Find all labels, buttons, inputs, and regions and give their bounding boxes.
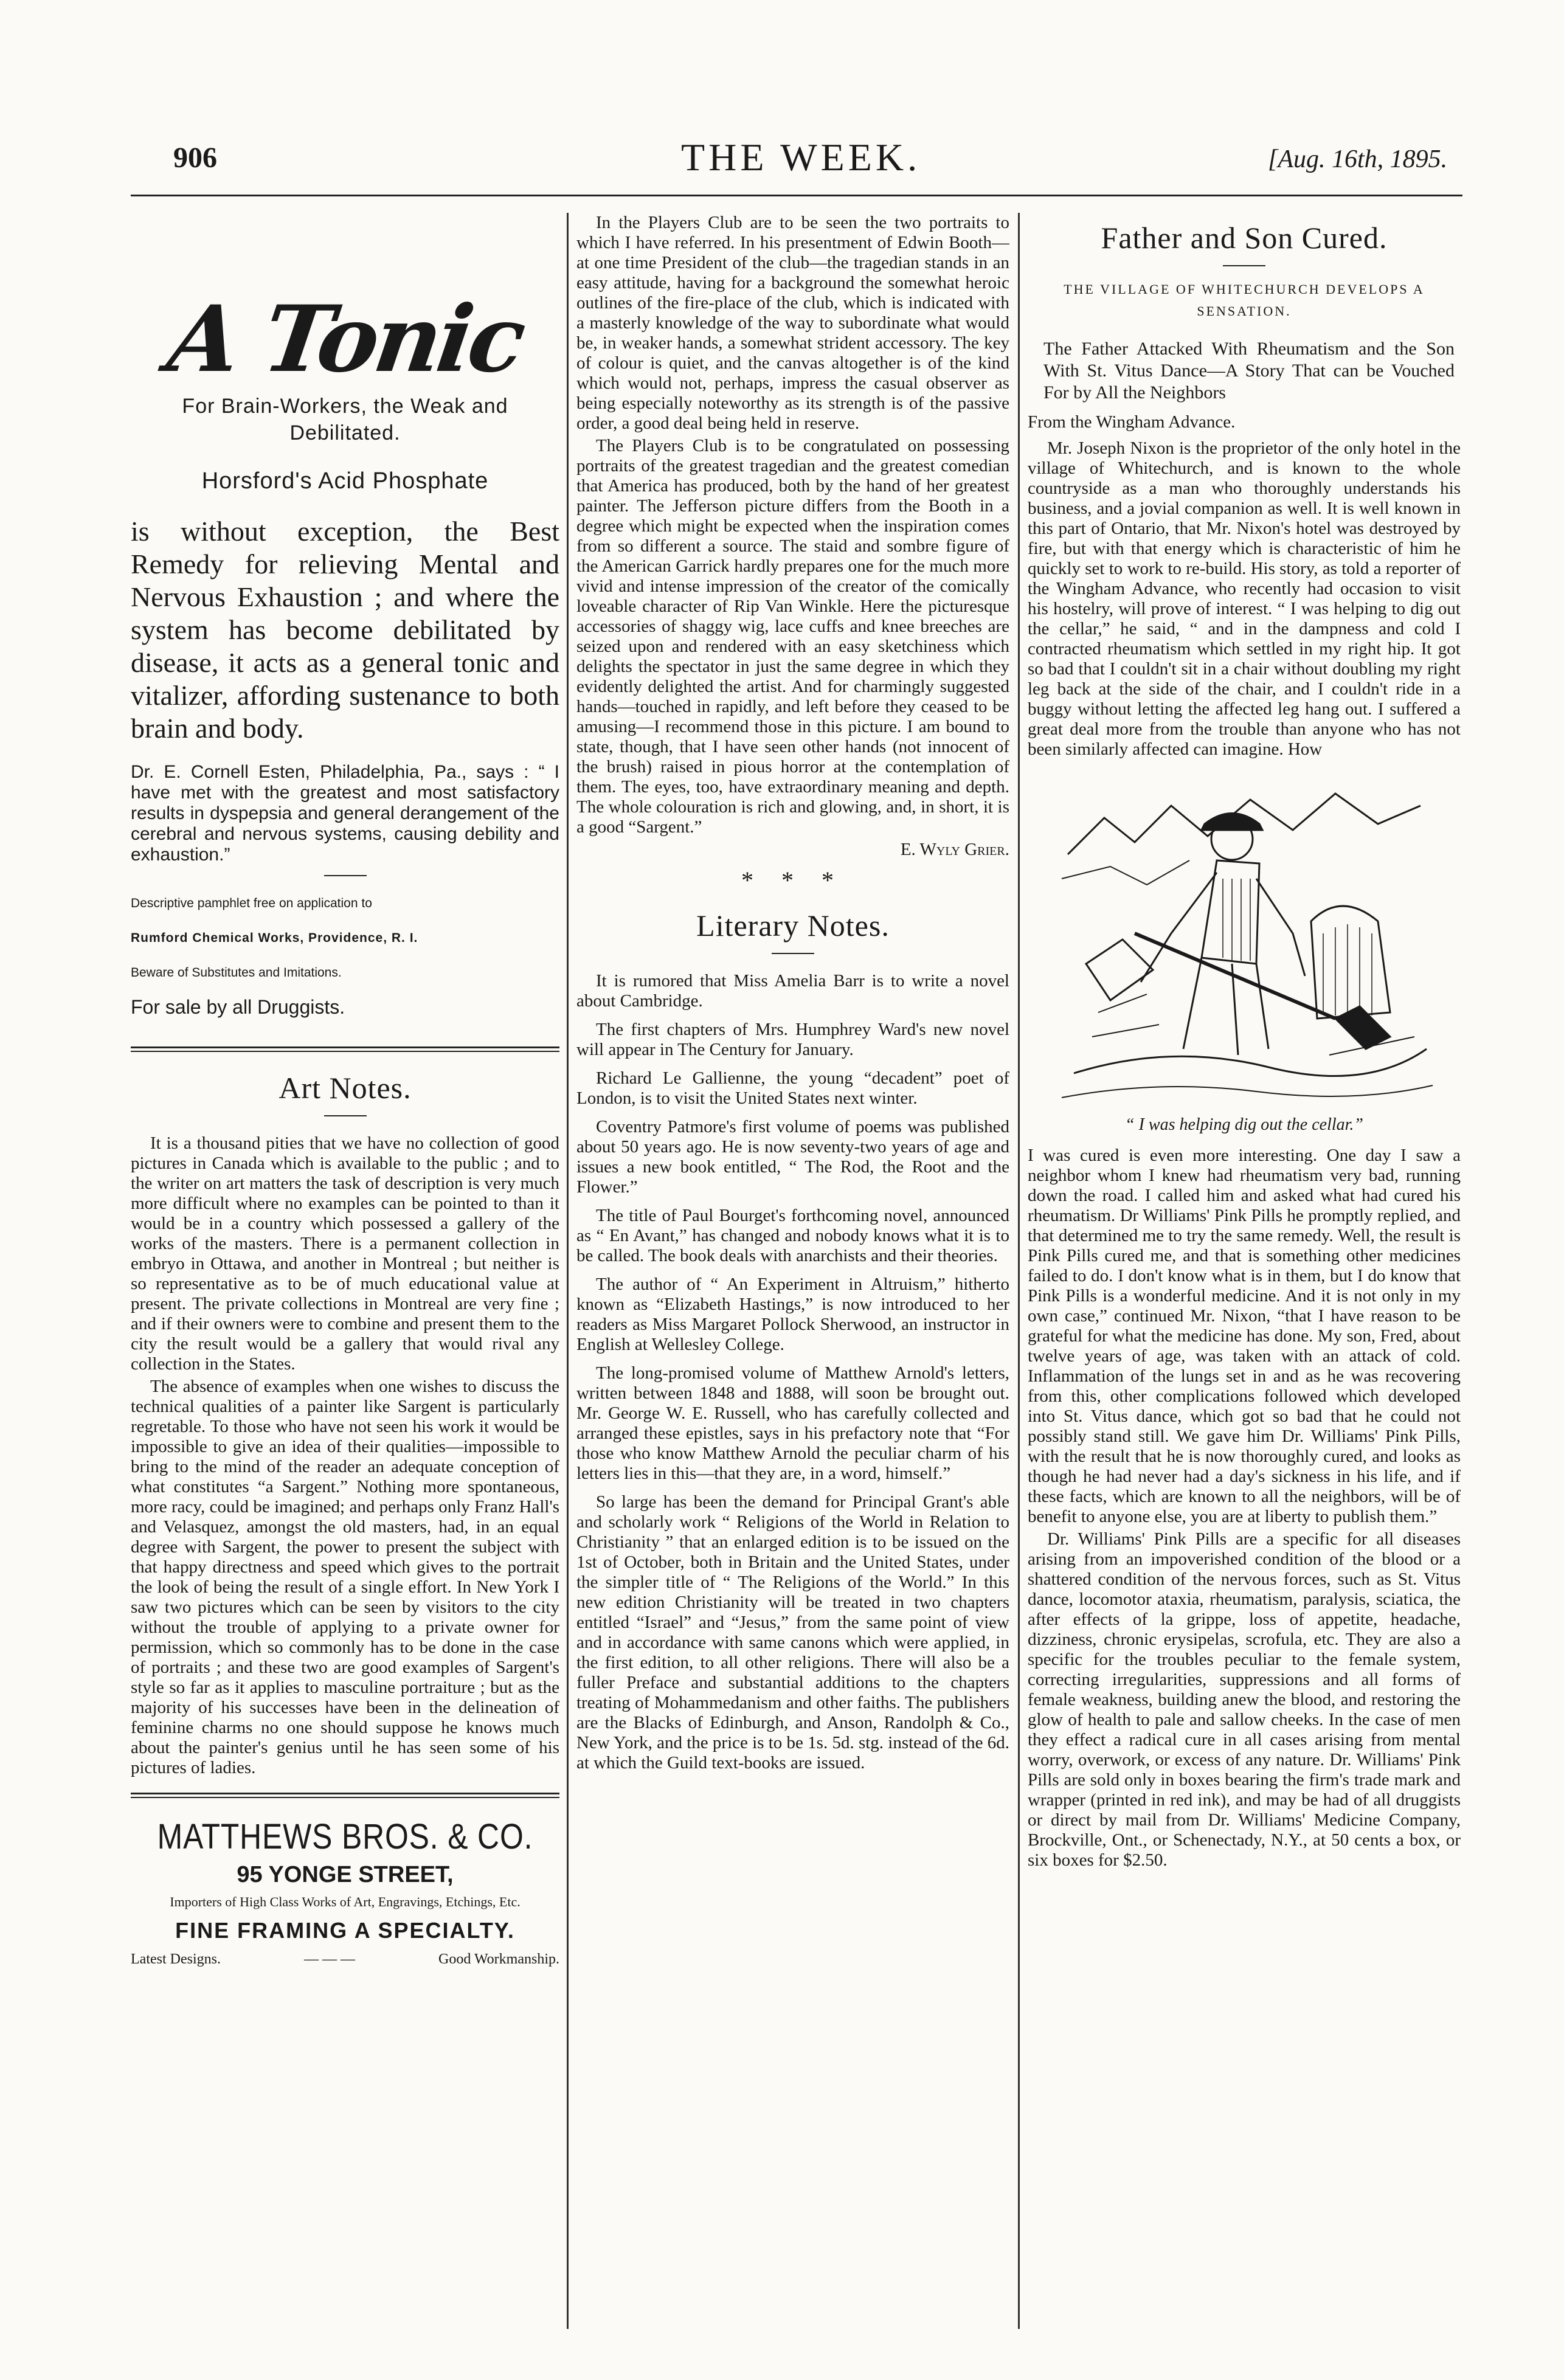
article-signature: E. Wyly Grier.: [900, 840, 1009, 859]
art-notes-paragraph-1: It is a thousand pities that we have no collection of good pictures in Canada which is available to the public ; and to the writer on art matters the task of description is very much more difficult where no examples can be pointed to than it would be in a country which possessed a gallery of the works of the masters. There is a permanent collection in embryo in Ottawa, and another in Montreal ; but neither is so representative as to be of much educational value at present. The private collections in Montreal are very fine ; and if their owners were to combine and present them to the city the result would be a gallery that would rival any collection in the States.: [131, 1133, 559, 1374]
literary-note-7: The long-promised volume of Matthew Arnold's letters, written between 1848 and 1888, will soon be brought out. Mr. George W. E. Russell, who has carefully collected and arranged these epistles, says in his prefactory note that “For those who know Matthew Arnold the peculiar charm of his letters lies in this—that they are, in a word, himself.”: [576, 1363, 1009, 1483]
tonic-ad-body: is without exception, the Best Remedy for relieving Mental and Nervous Exhaustion ; and where the system has become debilitated by disease, it acts as a general tonic and vitalizer, affording sustenance to both brain and body.: [131, 516, 559, 744]
column-divider-2: [1018, 213, 1020, 2329]
tonic-ad-company: Rumford Chemical Works, Providence, R. I.: [131, 931, 418, 945]
page-number: 906: [173, 142, 217, 174]
illustration-caption: “ I was helping dig out the cellar.”: [1125, 1115, 1363, 1134]
father-son-paragraph-1: Mr. Joseph Nixon is the proprietor of the only hotel in the village of Whitechurch, and is known to the whole countryside as a man who thoroughly understands his business, and a jovial companion as well. It is well known in this part of Ontario, that Mr. Nixon's hotel was destroyed by fire, but with that energy which is characteristic of him he quickly set to work to re-build. His story, as told a reporter of the Wingham Advance, who recently had occasion to visit his hostelry, will prove of interest. “ I was helping to dig out the cellar,” he said, “ and in the dampness and cold I contracted rheumatism which settled in my right hip. It got so bad that I couldn't sit in a chair without doubling my right leg back at the side of the chair, and I couldn't ride in a buggy without letting the affected leg hang out. I suffered a great deal more from the trouble than anyone who has not been similarly affected can imagine. How: [1028, 438, 1461, 759]
father-son-title: Father and Son Cured.: [1101, 221, 1388, 255]
matthews-ad-workmanship: Good Workmanship.: [438, 1951, 559, 1967]
art-notes-paragraph-2: The absence of examples when one wishes to discuss the technical qualities of a painter like Sargent is particularly regretable. To those who have not seen his work it would be impossible to give an idea of their qualities—impossible to bring to the mind of the reader an adequate conception of what constitutes “a Sargent.” Nothing more spontaneous, more racy, could be imagined; and perhaps only Franz Hall's and Velasquez, amongst the old masters, had, in an equal degree with Sargent, the power to present the subject with that happy directness and speed which gives to the portrait the look of being the result of a single effort. In New York I saw two pictures which can be seen by visitors to the city without the trouble of applying to a private owner for permission, which so commonly has to be done in the case of portraits ; and these two are good examples of Sargent's style so far as it applies to masculine portraiture ; but as the majority of his successes have been in the delineation of feminine charms no one should suppose he knows much about the painter's genius until he has seen some of his pictures of ladies.: [131, 1377, 559, 1777]
literary-note-6: The author of “ An Experiment in Altruism,” hitherto known as “Elizabeth Hastings,” is now introduced to her readers as Miss Margaret Pollock Sherwood, an instructor in English at Wellesley College.: [576, 1275, 1009, 1354]
digging-man-illustration: [1050, 781, 1439, 1110]
tonic-ad-divider: [324, 875, 367, 876]
father-son-divider: [1223, 265, 1265, 266]
father-son-paragraph-2: I was cured is even more interesting. One day I saw a neighbor whom I knew had rheumatism very bad, running down the road. I called him and asked what had cured his rheumatism. Dr Williams' Pink Pills he promptly replied, and that determined me to try the same remedy. Well, the result is Pink Pills cured me, and that is something other medicines failed to do. I don't know what is in them, but I do know that Pink Pills is a wonderful medicine. And it is not only in my own case,” continued Mr. Nixon, “that I have reason to be grateful for what the medicine has done. My son, Fred, about twelve years of age, was taken with an attack of cold. Inflammation of the lungs set in and as he was recovering from this, other complications followed which developed into St. Vitus dance, which got so bad that he could not possibly stand still. We gave him Dr. Williams' Pink Pills, with the result that he is now thoroughly cured, and looks as though he had never had a day's sickness in his life, and if these facts, which are known to all the neighbors, will be of benefit to anyone else, you are at liberty to publish them.”: [1028, 1146, 1461, 1526]
column-2: [576, 213, 1009, 2356]
tonic-ad-sale: For sale by all Druggists.: [131, 996, 345, 1018]
matthews-ad-name: MATTHEWS BROS. & CO.: [157, 1817, 533, 1856]
issue-date: [Aug. 16th, 1895.: [1268, 145, 1448, 173]
literary-note-2: The first chapters of Mrs. Humphrey Ward's new novel will appear in The Century for January.: [576, 1020, 1009, 1059]
matthews-ad-latest: Latest Designs.: [131, 1951, 221, 1967]
father-son-source: From the Wingham Advance.: [1028, 412, 1236, 432]
section-rule-2: [131, 1793, 559, 1798]
players-club-paragraph-1: In the Players Club are to be seen the two portraits to which I have referred. In his presentment of Edwin Booth—at one time President of the club—the tragedian stands in an easy attitude, having for a background the somewhat heroic outlines of the fire-place of the club, which is indicated with a masterly knowledge of the way to subordinate what would be, in weaker hands, a somewhat strident accessory. The key of colour is quiet, and the canvas altogether is of the kind which would not, perhaps, impress the casual observer as being especially noteworthy as its strength is of the passive order, a good deal being held in reserve.: [576, 213, 1009, 433]
matthews-ad-address: 95 YONGE STREET,: [237, 1862, 454, 1887]
column-divider-1: [567, 213, 569, 2329]
players-club-paragraph-2: The Players Club is to be congratulated on possessing portraits of the greatest tragedian and the greatest comedian that America has produced, both by the hand of her greatest painter. The Jefferson picture differs from the Booth in a degree which might be expected when the inspiration comes from so different a source. The staid and sombre figure of the American Garrick hardly prepares one for the much more vivid and intense impression of the creator of the comically loveable character of Rip Van Winkle. Here the picturesque accessories of shaggy wig, lace cuffs and knee breeches are seized upon and rendered with an easy sketchiness which delights the spectator in just the same degree in which they evidently delighted the artist. And for charmingly suggested hands—touched in rapidly, and left before they ceased to be amusing—I recommend those in this picture. I am bound to state, though, that I have seen other hands (not innocent of the brush) raised in pious horror at the contemplation of them. The eyes, too, have extraordinary meaning and depth. The whole colouration is rich and glowing, and, in short, it is a good “Sargent.”: [576, 436, 1009, 837]
father-son-paragraph-3: Dr. Williams' Pink Pills are a specific for all diseases arising from an impoverished condition of the blood or a shattered condition of the nervous forces, such as St. Vitus dance, locomotor ataxia, rheumatism, paralysis, sciatica, the after effects of la grippe, loss of appetite, headache, dizziness, chronic erysipelas, scrofula, etc. They are also a specific for the troubles peculiar to the female system, correcting irregularities, suppressions and all forms of female weakness, building anew the blood, and restoring the glow of health to pale and sallow cheeks. In the case of men they effect a radical cure in all cases arising from mental worry, overwork, or excess of any nature. Dr. Williams' Pink Pills are sold only in boxes bearing the firm's trade mark and wrapper (printed in red ink), and may be had of all druggists or direct by mail from Dr. Williams' Medicine Company, Brockville, Ont., or Schenectady, N.Y., at 50 cents a box, or six boxes for $2.50.: [1028, 1529, 1461, 1870]
art-notes-divider: [324, 1115, 367, 1116]
tonic-ad-product: Horsford's Acid Phosphate: [201, 468, 489, 494]
literary-notes-divider: [772, 953, 814, 954]
literary-note-5: The title of Paul Bourget's forthcoming novel, announced as “ En Avant,” has changed and nobody knows what it is to be called. The book deals with anarchists and their theories.: [576, 1206, 1009, 1265]
literary-note-1: It is rumored that Miss Amelia Barr is to write a novel about Cambridge.: [576, 971, 1009, 1011]
column-1: [131, 213, 559, 2356]
art-notes-title: Art Notes.: [279, 1071, 412, 1105]
section-stars: * * *: [741, 867, 845, 894]
tonic-ad-testimonial: Dr. E. Cornell Esten, Philadelphia, Pa., says : “ I have met with the greatest and most satisfactory results in dyspepsia and general derangement of the cerebral and nervous systems, causing debility and exhaustion.”: [131, 762, 559, 865]
matthews-ad-importers: Importers of High Class Works of Art, Engravings, Etchings, Etc.: [170, 1894, 521, 1909]
tonic-ad-headline: A Tonic: [161, 286, 529, 393]
father-son-deck: The Father Attacked With Rheumatism and the Son With St. Vitus Dance—A Story That can be Vouched For by All the Neighbors: [1043, 339, 1455, 403]
literary-note-4: Coventry Patmore's first volume of poems was published about 50 years ago. He is now seventy-two years of age and issues a new book entitled, “ The Rod, the Root and the Flower.”: [576, 1117, 1009, 1197]
matthews-ad-dashes: — — —: [304, 1951, 356, 1967]
literary-notes-title: Literary Notes.: [696, 908, 890, 943]
masthead: [0, 0, 1564, 195]
matthews-ad-footer: [131, 1951, 559, 1968]
section-rule: [131, 1046, 559, 1052]
masthead-rule: [131, 195, 1462, 196]
tonic-ad-audience: For Brain-Workers, the Weak and Debilitated.: [182, 395, 508, 445]
tonic-ad-beware: Beware of Substitutes and Imitations.: [131, 966, 342, 980]
matthews-ad-framing: FINE FRAMING A SPECIALTY.: [175, 1918, 515, 1943]
literary-note-3: Richard Le Gallienne, the young “decadent” poet of London, is to visit the United States next winter.: [576, 1068, 1009, 1108]
tonic-ad-pamphlet: Descriptive pamphlet free on application to: [131, 896, 372, 910]
literary-note-8: So large has been the demand for Principal Grant's able and scholarly work “ Religions of the World in Relation to Christianity ” that an enlarged edition is to be issued on the 1st of October, both in Britain and the United States, under the simpler title of “ The Religions of the World.” In this new edition Christianity will be treated in two chapters entitled “Israel” and “Jesus,” from the same point of view and in accordance with same canons which were applied, in the first edition, to all other religions. There will also be a fuller Preface and substantial additions to the chapters treating of Mohammedanism and other faiths. The publishers are the Blacks of Edinburgh, and Anson, Randolph & Co., New York, and the price is to be 1s. 5d. stg. instead of the 6d. at which the Guild text-books are issued.: [576, 1492, 1009, 1773]
father-son-subhead: THE VILLAGE OF WHITECHURCH DEVELOPS A SENSATION.: [1064, 282, 1425, 319]
publication-title: THE WEEK.: [681, 136, 921, 179]
column-3: [1028, 213, 1461, 2356]
